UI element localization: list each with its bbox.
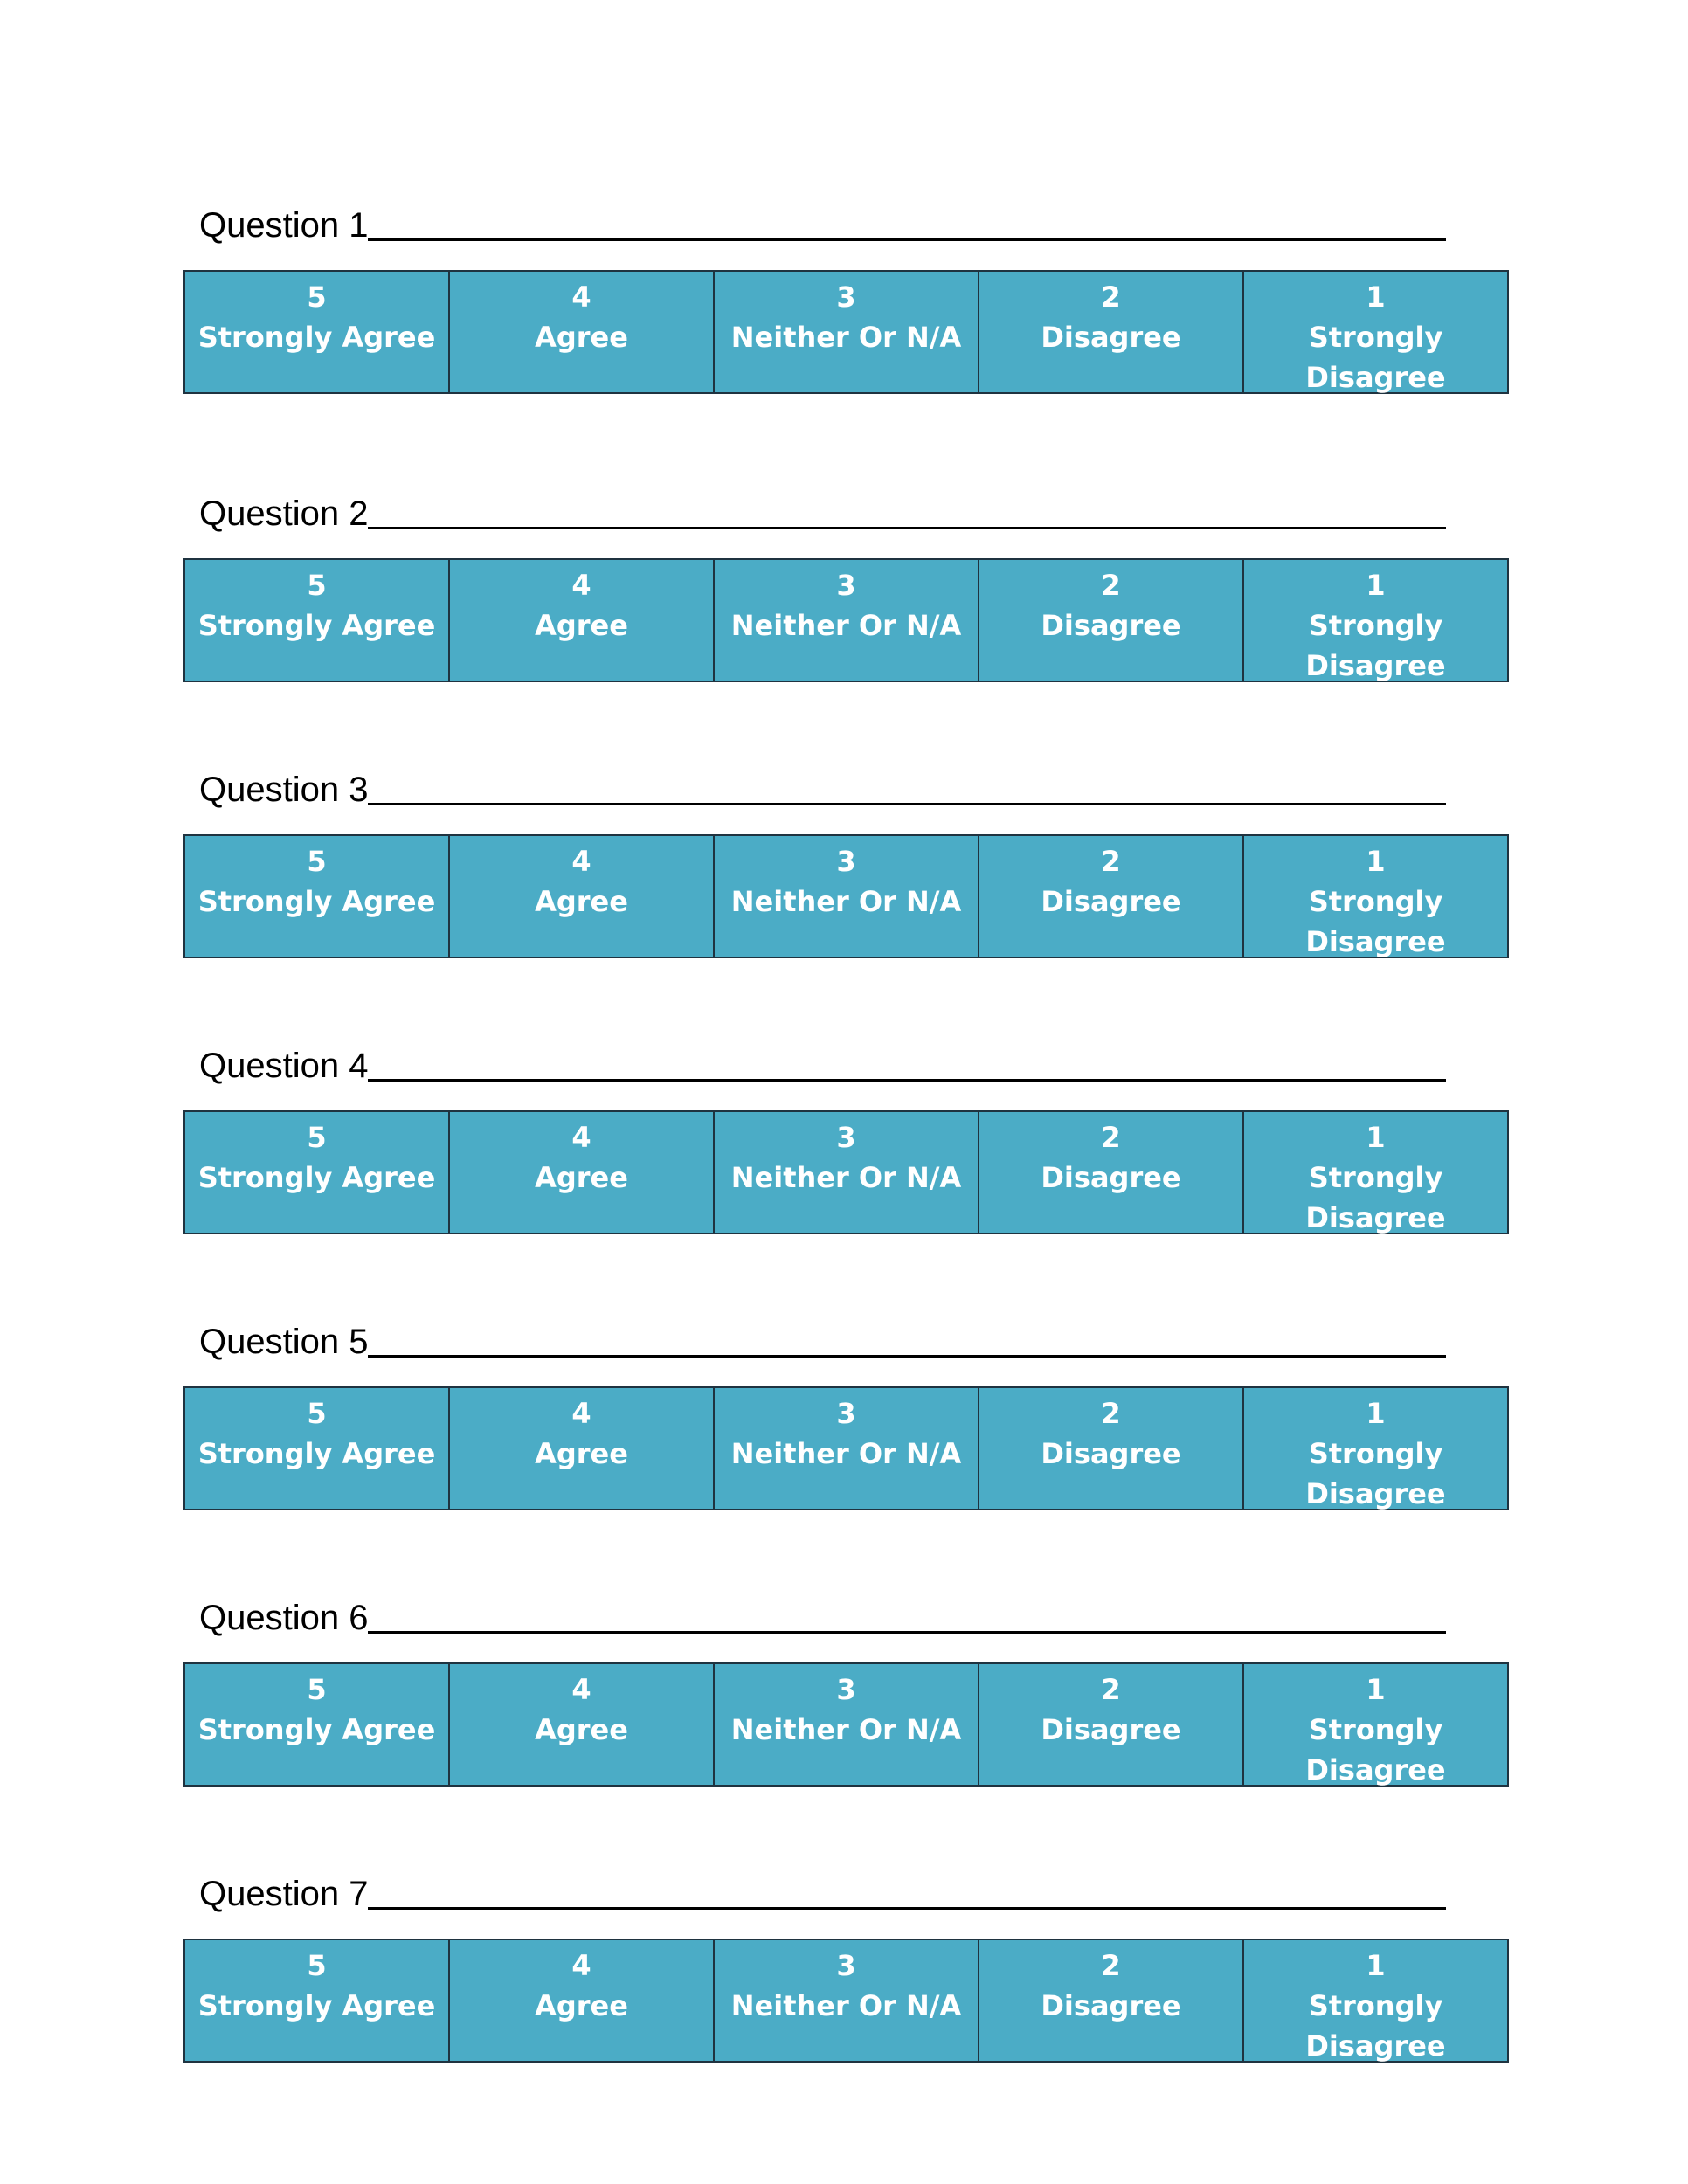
rating-label: Strongly Agree bbox=[197, 1437, 436, 1470]
rating-value: 4 bbox=[571, 569, 591, 602]
rating-option[interactable] bbox=[185, 1664, 450, 1785]
rating-value: 2 bbox=[1101, 1949, 1121, 1982]
rating-option[interactable] bbox=[715, 1112, 979, 1233]
rating-value: 1 bbox=[1366, 1673, 1386, 1706]
question-label: Question 7 bbox=[199, 1875, 369, 1913]
rating-value: 5 bbox=[307, 1673, 327, 1706]
rating-label: Strongly Agree bbox=[197, 1713, 436, 1746]
rating-scale bbox=[183, 1939, 1509, 2063]
rating-value: 4 bbox=[571, 1397, 591, 1430]
question-label: Question 5 bbox=[199, 1323, 369, 1361]
question-line bbox=[199, 758, 1446, 811]
question-line bbox=[199, 1034, 1446, 1087]
rating-label: Agree bbox=[535, 1437, 628, 1470]
rating-option[interactable] bbox=[185, 1940, 450, 2061]
question-line bbox=[199, 1863, 1446, 1915]
rating-value: 2 bbox=[1101, 1397, 1121, 1430]
question-label: Question 6 bbox=[199, 1599, 369, 1637]
rating-scale bbox=[183, 834, 1509, 958]
answer-blank-line[interactable] bbox=[368, 1631, 1446, 1634]
rating-value: 3 bbox=[836, 1673, 856, 1706]
question-label: Question 1 bbox=[199, 206, 369, 245]
answer-blank-line[interactable] bbox=[368, 1079, 1446, 1082]
rating-option[interactable] bbox=[1244, 1664, 1507, 1785]
rating-label: Neither Or N/A bbox=[730, 609, 962, 642]
rating-option[interactable] bbox=[450, 1664, 715, 1785]
question-line bbox=[199, 1586, 1446, 1639]
rating-scale bbox=[183, 558, 1509, 682]
rating-label: Strongly Agree bbox=[197, 609, 436, 642]
rating-option[interactable] bbox=[185, 836, 450, 957]
rating-option[interactable] bbox=[450, 560, 715, 681]
rating-value: 2 bbox=[1101, 1121, 1121, 1154]
rating-value: 4 bbox=[571, 1949, 591, 1982]
rating-label: Neither Or N/A bbox=[730, 1989, 962, 2022]
rating-value: 2 bbox=[1101, 1673, 1121, 1706]
rating-value: 5 bbox=[307, 569, 327, 602]
rating-value: 5 bbox=[307, 280, 327, 314]
question-label: Question 4 bbox=[199, 1047, 369, 1085]
rating-label: Strongly Agree bbox=[197, 1989, 436, 2022]
rating-label: Strongly Agree bbox=[197, 321, 436, 354]
answer-blank-line[interactable] bbox=[368, 1907, 1446, 1910]
rating-label: Strongly Agree bbox=[197, 885, 436, 918]
rating-label: Agree bbox=[535, 321, 628, 354]
rating-value: 2 bbox=[1101, 280, 1121, 314]
rating-option[interactable] bbox=[1244, 560, 1507, 681]
rating-option[interactable] bbox=[185, 1112, 450, 1233]
rating-label: Agree bbox=[535, 1713, 628, 1746]
rating-label: Strongly Disagree bbox=[1305, 1437, 1446, 1510]
rating-option[interactable] bbox=[450, 272, 715, 392]
rating-value: 3 bbox=[836, 1121, 856, 1154]
rating-option[interactable] bbox=[715, 836, 979, 957]
rating-label: Disagree bbox=[1041, 321, 1181, 354]
rating-value: 4 bbox=[571, 1121, 591, 1154]
rating-option[interactable] bbox=[979, 1112, 1244, 1233]
rating-label: Strongly Disagree bbox=[1305, 885, 1446, 958]
rating-option[interactable] bbox=[1244, 1940, 1507, 2061]
rating-option[interactable] bbox=[1244, 1112, 1507, 1233]
rating-option[interactable] bbox=[715, 272, 979, 392]
rating-label: Disagree bbox=[1041, 1437, 1181, 1470]
rating-value: 3 bbox=[836, 845, 856, 878]
rating-value: 5 bbox=[307, 1121, 327, 1154]
rating-value: 4 bbox=[571, 845, 591, 878]
rating-label: Strongly Agree bbox=[197, 1161, 436, 1194]
rating-option[interactable] bbox=[450, 1388, 715, 1509]
rating-value: 5 bbox=[307, 1397, 327, 1430]
rating-value: 1 bbox=[1366, 569, 1386, 602]
rating-option[interactable] bbox=[1244, 272, 1507, 392]
rating-value: 2 bbox=[1101, 845, 1121, 878]
rating-option[interactable] bbox=[979, 560, 1244, 681]
rating-label: Strongly Disagree bbox=[1305, 1713, 1446, 1787]
rating-option[interactable] bbox=[715, 560, 979, 681]
rating-label: Disagree bbox=[1041, 885, 1181, 918]
rating-label: Strongly Disagree bbox=[1305, 1989, 1446, 2063]
rating-label: Neither Or N/A bbox=[730, 1437, 962, 1470]
rating-label: Agree bbox=[535, 1161, 628, 1194]
rating-label: Disagree bbox=[1041, 1713, 1181, 1746]
rating-label: Neither Or N/A bbox=[730, 1161, 962, 1194]
answer-blank-line[interactable] bbox=[368, 238, 1446, 241]
rating-option[interactable] bbox=[979, 272, 1244, 392]
rating-label: Strongly Disagree bbox=[1305, 609, 1446, 682]
rating-value: 1 bbox=[1366, 1121, 1386, 1154]
rating-label: Disagree bbox=[1041, 609, 1181, 642]
rating-scale bbox=[183, 1110, 1509, 1234]
rating-value: 1 bbox=[1366, 1397, 1386, 1430]
rating-value: 5 bbox=[307, 1949, 327, 1982]
rating-option[interactable] bbox=[185, 560, 450, 681]
rating-value: 1 bbox=[1366, 1949, 1386, 1982]
rating-option[interactable] bbox=[715, 1940, 979, 2061]
rating-value: 4 bbox=[571, 280, 591, 314]
answer-blank-line[interactable] bbox=[368, 803, 1446, 805]
rating-label: Neither Or N/A bbox=[730, 321, 962, 354]
rating-scale bbox=[183, 1386, 1509, 1510]
rating-value: 3 bbox=[836, 569, 856, 602]
rating-value: 5 bbox=[307, 845, 327, 878]
rating-value: 4 bbox=[571, 1673, 591, 1706]
rating-value: 3 bbox=[836, 1949, 856, 1982]
rating-label: Neither Or N/A bbox=[730, 1713, 962, 1746]
rating-option[interactable] bbox=[450, 836, 715, 957]
rating-value: 1 bbox=[1366, 845, 1386, 878]
question-label: Question 2 bbox=[199, 494, 369, 533]
rating-option[interactable] bbox=[450, 1940, 715, 2061]
rating-value: 2 bbox=[1101, 569, 1121, 602]
rating-scale bbox=[183, 1662, 1509, 1787]
question-label: Question 3 bbox=[199, 771, 369, 809]
rating-option[interactable] bbox=[1244, 1388, 1507, 1509]
rating-label: Strongly Disagree bbox=[1305, 1161, 1446, 1234]
rating-label: Agree bbox=[535, 609, 628, 642]
rating-label: Disagree bbox=[1041, 1989, 1181, 2022]
rating-option[interactable] bbox=[979, 1664, 1244, 1785]
rating-scale bbox=[183, 270, 1509, 394]
rating-option[interactable] bbox=[979, 836, 1244, 957]
question-line bbox=[199, 194, 1446, 246]
rating-label: Neither Or N/A bbox=[730, 885, 962, 918]
rating-label: Strongly Disagree bbox=[1305, 321, 1446, 394]
rating-value: 3 bbox=[836, 280, 856, 314]
rating-value: 1 bbox=[1366, 280, 1386, 314]
rating-option[interactable] bbox=[185, 1388, 450, 1509]
question-line bbox=[199, 482, 1446, 535]
rating-label: Agree bbox=[535, 885, 628, 918]
rating-label: Disagree bbox=[1041, 1161, 1181, 1194]
question-line bbox=[199, 1310, 1446, 1363]
answer-blank-line[interactable] bbox=[368, 527, 1446, 529]
rating-option[interactable] bbox=[185, 272, 450, 392]
rating-value: 3 bbox=[836, 1397, 856, 1430]
rating-option[interactable] bbox=[979, 1940, 1244, 2061]
rating-option[interactable] bbox=[450, 1112, 715, 1233]
rating-label: Agree bbox=[535, 1989, 628, 2022]
answer-blank-line[interactable] bbox=[368, 1355, 1446, 1358]
rating-option[interactable] bbox=[715, 1664, 979, 1785]
rating-option[interactable] bbox=[1244, 836, 1507, 957]
rating-option[interactable] bbox=[715, 1388, 979, 1509]
rating-option[interactable] bbox=[979, 1388, 1244, 1509]
